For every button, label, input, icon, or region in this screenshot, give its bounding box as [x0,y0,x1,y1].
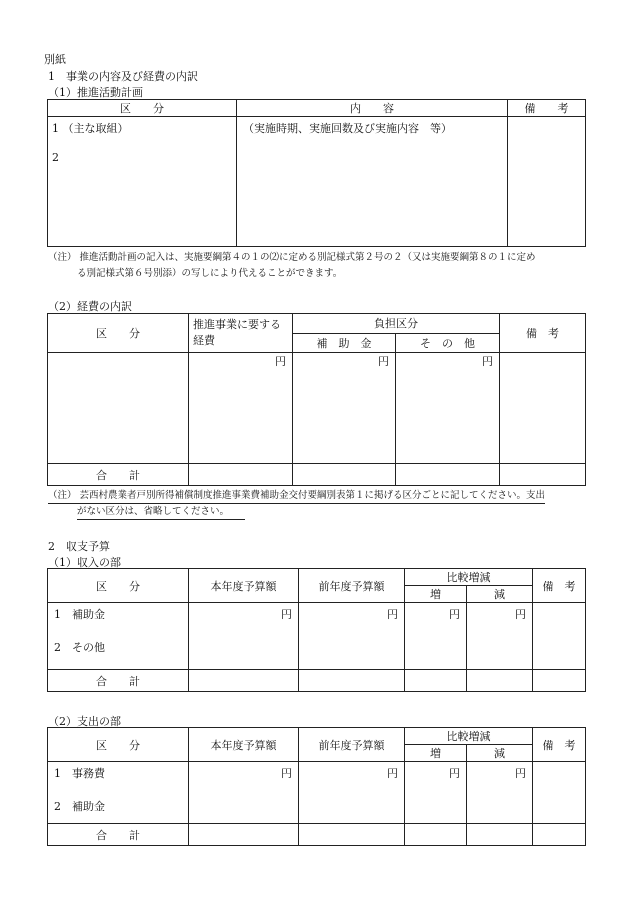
expenditure-current-cell: 円 [189,762,299,824]
expense-total-cost [189,464,293,486]
income-total-label: 合 計 [48,670,189,692]
expense-total-remarks [500,464,586,486]
expense-remarks-cell [500,353,586,464]
expenditure-remarks-cell [533,762,586,824]
income-current-cell: 円 [189,603,299,670]
expense-header-burden: 負担区分 [293,314,500,334]
expense-other-cell: 円 [396,353,500,464]
section2-title: 2 収支予算 [48,540,110,553]
expenditure-header-category: 区 分 [48,728,189,762]
plan-row1-category: 1 （主な取組） [52,122,129,135]
expense-total-label: 合 計 [48,464,189,486]
plan-row1-content: （実施時期、実施回数及び実施内容 等） [243,122,452,135]
income-total-remarks [533,670,586,692]
expenditure-table [47,727,586,846]
expense-header-subsidy: 補 助 金 [293,333,396,353]
note1-line2: る別記様式第６号別添）の写しにより代えることができます。 [77,268,343,279]
expenditure-increase-cell: 円 [405,762,467,824]
income-header-category: 区 分 [48,569,189,603]
expenditure-total-decrease [467,824,533,846]
note2-line1: （注） 芸西村農業者戸別所得補償制度推進事業費補助金交付要綱別表第１に掲げる区分ごとに記してください。支出 [48,488,545,504]
income-total-previous [299,670,405,692]
expense-category-cell [48,353,189,464]
attachment-label: 別紙 [44,53,66,66]
section1-title: 1 事業の内容及び経費の内訳 [48,70,198,83]
income-increase-cell: 円 [405,603,467,670]
plan-content-cell [237,117,508,247]
income-subtitle: （1）収入の部 [48,556,121,569]
note2-line2: がない区分は、省略してください。 [77,504,245,520]
income-header-remarks: 備 考 [533,569,586,603]
expense-header-other: そ の 他 [396,333,500,353]
income-remarks-cell [533,603,586,670]
expense-header-cost: 推進事業に要する経費 [189,314,293,353]
expenditure-header-remarks: 備 考 [533,728,586,762]
income-total-increase [405,670,467,692]
expense-header-remarks: 備 考 [500,314,586,353]
expenditure-header-previous: 前年度予算額 [299,728,405,762]
expenditure-row1-label: 1 事務費 [54,767,105,780]
plan-subtitle: （1）推進活動計画 [48,86,143,99]
income-header-decrease: 減 [467,586,533,603]
expenditure-total-previous [299,824,405,846]
expense-total-subsidy [293,464,396,486]
income-category-cell [48,603,189,670]
expenditure-header-compare: 比較増減 [405,728,533,745]
income-previous-cell: 円 [299,603,405,670]
income-total-current [189,670,299,692]
expense-cost-cell: 円 [189,353,293,464]
income-header-compare: 比較増減 [405,569,533,586]
plan-remarks-cell [508,117,586,247]
plan-category-cell [48,117,237,247]
plan-header-content: 内 容 [237,100,508,117]
income-total-decrease [467,670,533,692]
expense-subsidy-cell: 円 [293,353,396,464]
income-header-previous: 前年度予算額 [299,569,405,603]
income-header-increase: 増 [405,586,467,603]
expense-total-other [396,464,500,486]
note1-line1: （注） 推進活動計画の記入は、実施要綱第４の１の⑵に定める別記様式第２号の２（又は実施要綱第８の１に定め [48,252,536,263]
expense-subtitle: （2）経費の内訳 [48,300,132,313]
expenditure-total-remarks [533,824,586,846]
plan-row2-category: 2 [52,151,59,164]
income-header-current: 本年度予算額 [189,569,299,603]
income-row2-label: 2 その他 [54,641,105,654]
expenditure-category-cell [48,762,189,824]
expenditure-header-increase: 増 [405,745,467,762]
expenditure-total-increase [405,824,467,846]
income-table [47,568,586,692]
expenditure-total-label: 合 計 [48,824,189,846]
expense-header-category: 区 分 [48,314,189,353]
plan-header-remarks: 備 考 [508,100,586,117]
expense-table [47,313,586,486]
expenditure-header-decrease: 減 [467,745,533,762]
income-row1-label: 1 補助金 [54,608,105,621]
plan-table [47,99,586,247]
expenditure-subtitle: （2）支出の部 [48,715,121,728]
expenditure-total-current [189,824,299,846]
expenditure-previous-cell: 円 [299,762,405,824]
expenditure-header-current: 本年度予算額 [189,728,299,762]
income-decrease-cell: 円 [467,603,533,670]
plan-header-category: 区 分 [48,100,237,117]
expenditure-row2-label: 2 補助金 [54,800,105,813]
expenditure-decrease-cell: 円 [467,762,533,824]
